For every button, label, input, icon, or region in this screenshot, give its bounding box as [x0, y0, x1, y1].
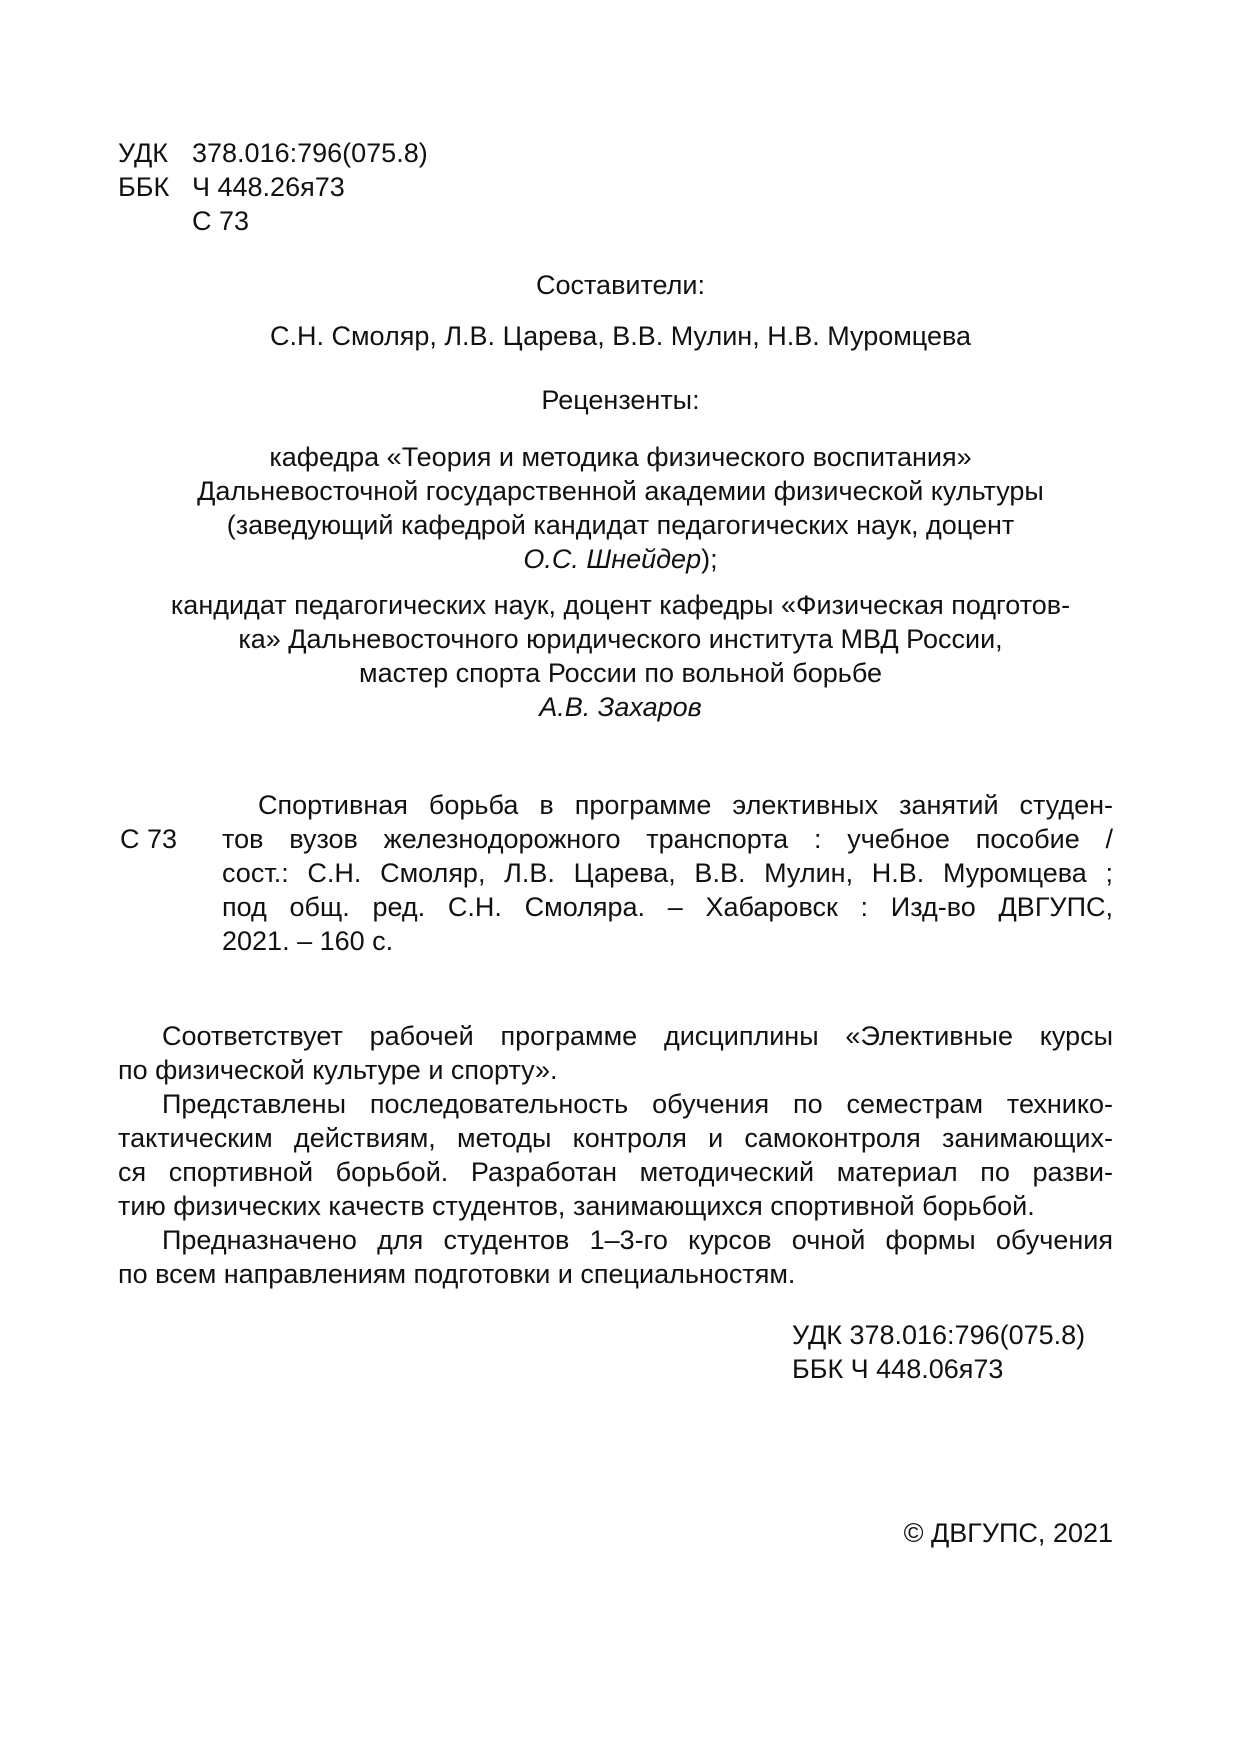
copyright: © ДВГУПС, 2021	[903, 1518, 1113, 1548]
reviewer-1-name-line	[0, 542, 1241, 576]
annotation-p2-line-1: Представлены последовательность обучения по семестрам технико-	[162, 1089, 1113, 1119]
annotation-p1-line-1: Соответствует рабочей программе дисциплины «Элективные курсы	[162, 1021, 1113, 1051]
udk-key: УДК	[118, 138, 168, 168]
bbk-code	[118, 170, 345, 204]
reviewers-heading: Рецензенты:	[541, 385, 700, 415]
bibliographic-line-1: Спортивная борьба в программе элективных занятий студен-	[258, 790, 1113, 820]
annotation-p2-line-3: ся спортивной борьбой. Разработан методический материал по разви-	[118, 1157, 1113, 1187]
bibliographic-line-4: под общ. ред. С.Н. Смоляра. – Хабаровск : Изд-во ДВГУПС,	[222, 892, 1113, 922]
reviewer-2-line-3: мастер спорта России по вольной борьбе	[359, 658, 882, 688]
udk-code	[118, 136, 428, 170]
annotation	[118, 1019, 1113, 1291]
annotation-p2-line-2: тактическим действиям, методы контроля и самоконтроля занимающих-	[118, 1123, 1113, 1153]
footer-udk: УДК 378.016:796(075.8)	[792, 1320, 1086, 1350]
reviewer-2-line-2: ка» Дальневосточного юридического института МВД России,	[238, 624, 1003, 654]
annotation-p3-line-2: по всем направлениям подготовки и специальностям.	[118, 1259, 796, 1289]
bibliographic-mark: С 73	[120, 824, 178, 854]
bibliographic-line-5: 2021. – 160 с.	[222, 926, 394, 956]
reviewer-1-line-2: Дальневосточной государственной академии физической культуры	[197, 476, 1044, 506]
compilers-heading: Составители:	[535, 270, 706, 300]
annotation-p1-line-2: по физической культуре и спорту».	[118, 1055, 558, 1085]
reviewer-1-tail: );	[701, 544, 718, 574]
bibliographic-line-3: сост.: С.Н. Смоляр, Л.В. Царева, В.В. Мулин, Н.В. Муромцева ;	[222, 858, 1113, 888]
bibliographic-record	[222, 788, 1113, 958]
author-mark: С 73	[192, 206, 250, 236]
reviewer-1-line-1: кафедра «Теория и методика физического воспитания»	[269, 442, 972, 472]
annotation-p3-line-1: Предназначено для студентов 1–3-го курсов очной формы обучения	[162, 1225, 1113, 1255]
compilers-names: С.Н. Смоляр, Л.В. Царева, В.В. Мулин, Н.В. Муромцева	[269, 321, 972, 351]
annotation-p2-line-4: тию физических качеств студентов, занимающихся спортивной борьбой.	[118, 1191, 1035, 1221]
bibliographic-line-2: тов вузов железнодорожного транспорта : учебное пособие /	[222, 824, 1113, 854]
reviewer-1-name: О.С. Шнейдер	[523, 544, 702, 574]
reviewer-2-line-1: кандидат педагогических наук, доцент кафедры «Физическая подготов-	[170, 590, 1071, 620]
reviewer-1-line-3: (заведующий кафедрой кандидат педагогических наук, доцент	[226, 510, 1015, 540]
bbk-value: Ч 448.26я73	[192, 172, 345, 202]
reviewer-2-name: А.В. Захаров	[539, 692, 702, 722]
footer-bbk: ББК Ч 448.06я73	[792, 1354, 1004, 1384]
udk-value: 378.016:796(075.8)	[192, 138, 428, 168]
bbk-key: ББК	[118, 172, 170, 202]
